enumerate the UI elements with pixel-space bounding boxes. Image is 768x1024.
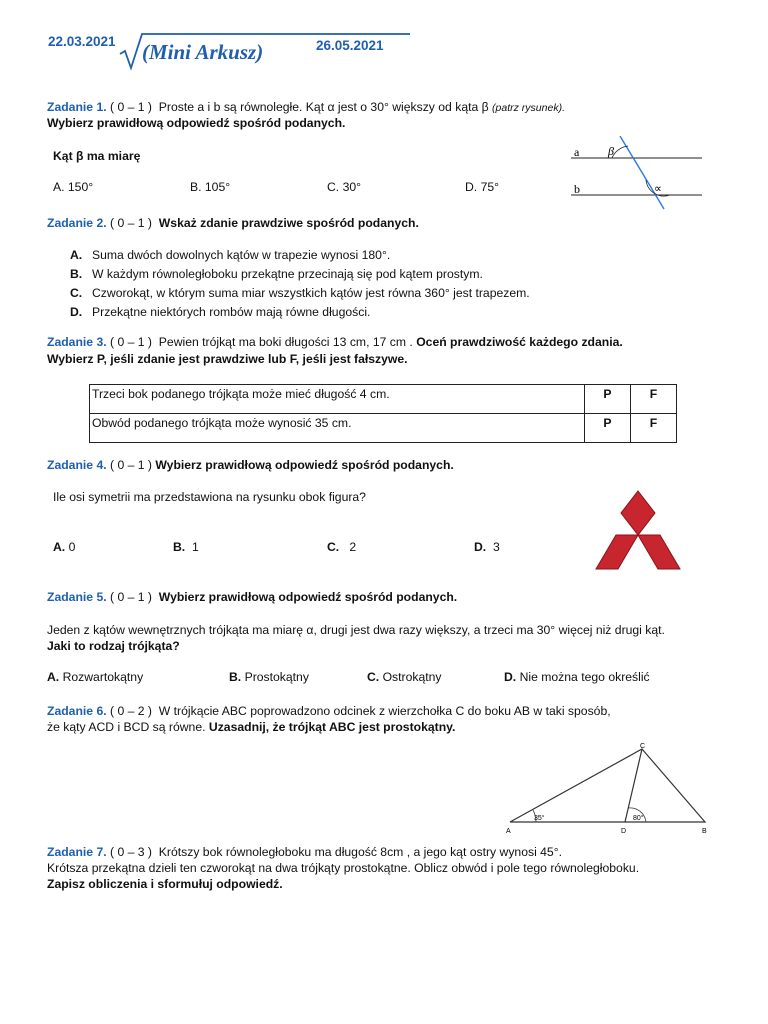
task5-points: ( 0 – 1 ) bbox=[110, 590, 152, 604]
task2-line bbox=[47, 216, 419, 230]
table-row bbox=[90, 414, 677, 443]
task5-line bbox=[47, 590, 457, 604]
task5-answer-a[interactable]: A. Rozwartokątny bbox=[47, 670, 144, 684]
task5-answer-c[interactable]: C. Ostrokątny bbox=[367, 670, 442, 684]
task5-label: Zadanie 5. bbox=[47, 590, 107, 604]
table-row bbox=[90, 385, 677, 414]
task1-label-beta: β bbox=[608, 144, 614, 158]
task1-points: ( 0 – 1 ) bbox=[110, 100, 152, 114]
task1-answer-c[interactable]: C. 30° bbox=[327, 180, 362, 194]
task6-vertex-c: C bbox=[640, 743, 646, 750]
task5-text: Jeden z kątów wewnętrznych trójkąta ma miarę α, drugi jest dwa razy większy, a trzeci ma 30° więcej niż drugi kąt. bbox=[47, 623, 665, 637]
task3-row1-p[interactable]: P bbox=[585, 385, 631, 414]
task6-text1: W trójkącie ABC poprowadzono odcinek z wierzchołka C do boku AB w taki sposób, bbox=[158, 704, 611, 718]
task3-points: ( 0 – 1 ) bbox=[110, 335, 152, 349]
task3-text: Pewien trójkąt ma boki długości 13 cm, 17 cm . bbox=[158, 335, 413, 349]
task3-true-false-table bbox=[89, 384, 677, 443]
header-date-right: 26.05.2021 bbox=[316, 38, 384, 53]
task1-instruction: Wybierz prawidłową odpowiedź spośród podanych. bbox=[47, 116, 346, 130]
task3-statement-1: Trzeci bok podanego trójkąta może mieć długość 4 cm. bbox=[90, 385, 585, 414]
task7-instruction: Zapisz obliczenia i sformułuj odpowiedź. bbox=[47, 877, 283, 891]
task3-instruction1: Oceń prawdziwość każdego zdania. bbox=[416, 335, 623, 349]
task4-points: ( 0 – 1 ) bbox=[110, 458, 152, 472]
task2-option-d[interactable]: D. Przekątne niektórych rombów mają równe długości. bbox=[70, 305, 371, 319]
task6-vertex-b: B bbox=[702, 828, 707, 835]
task3-row2-f[interactable]: F bbox=[631, 414, 677, 443]
task2-label: Zadanie 2. bbox=[47, 216, 107, 230]
task6-triangle-figure bbox=[500, 740, 715, 836]
task2-points: ( 0 – 1 ) bbox=[110, 216, 152, 230]
task3-instruction2: Wybierz P, jeśli zdanie jest prawdziwe lub F, jeśli jest fałszywe. bbox=[47, 352, 408, 366]
task1-label-alpha: ∝ bbox=[654, 183, 662, 195]
header-date-left: 22.03.2021 bbox=[48, 34, 116, 49]
task1-note: (patrz rysunek). bbox=[492, 102, 565, 114]
task4-line bbox=[47, 458, 454, 472]
task1-text: Proste a i b są równoległe. Kąt α jest o 30° większy od kąta β bbox=[158, 100, 489, 114]
task4-three-diamonds-figure bbox=[588, 487, 688, 577]
task7-line bbox=[47, 845, 562, 859]
task7-text1: Krótszy bok równoległoboku ma długość 8cm , a jego kąt ostry wynosi 45°. bbox=[158, 845, 562, 859]
task6-text2: że kąty ACD i BCD są równe. bbox=[47, 720, 206, 734]
task1-answer-d[interactable]: D. 75° bbox=[465, 180, 500, 194]
task1-question: Kąt β ma miarę bbox=[53, 149, 141, 163]
task1-answer-b[interactable]: B. 105° bbox=[190, 180, 231, 194]
task5-answer-d[interactable]: D. Nie można tego określić bbox=[504, 670, 650, 684]
task6-angle-a: 35° bbox=[534, 815, 545, 822]
task5-answer-b[interactable]: B. Prostokątny bbox=[229, 670, 309, 684]
diamond-top bbox=[621, 491, 655, 535]
task2-option-b[interactable]: B. W każdym równoległoboku przekątne przecinają się pod kątem prostym. bbox=[70, 267, 483, 281]
task6-vertex-d: D bbox=[621, 828, 627, 835]
task1-label-b: b bbox=[574, 182, 580, 196]
task4-question: Ile osi symetrii ma przedstawiona na rysunku obok figura? bbox=[53, 490, 366, 504]
task1-label: Zadanie 1. bbox=[47, 100, 107, 114]
task3-row1-f[interactable]: F bbox=[631, 385, 677, 414]
task7-points: ( 0 – 3 ) bbox=[110, 845, 152, 859]
task1-figure-parallel-lines bbox=[568, 136, 708, 212]
task3-label: Zadanie 3. bbox=[47, 335, 107, 349]
task2-option-c[interactable]: C. Czworokąt, w którym suma miar wszystkich kątów jest równa 360° jest trapezem. bbox=[70, 286, 530, 300]
task4-answer-a[interactable]: A. 0 bbox=[53, 540, 76, 554]
task4-answer-b[interactable]: B. 1 bbox=[173, 540, 199, 554]
task6-vertex-a: A bbox=[506, 828, 511, 835]
task7-text2: Krótsza przekątna dzieli ten czworokąt na dwa trójkąty prostokątne. Oblicz obwód i pole tego równoległoboku. bbox=[47, 861, 640, 875]
task6-line2 bbox=[47, 720, 455, 734]
header-title: (Mini Arkusz) bbox=[142, 40, 264, 64]
task3-row2-p[interactable]: P bbox=[585, 414, 631, 443]
task5-instruction: Wybierz prawidłową odpowiedź spośród podanych. bbox=[158, 590, 458, 604]
task4-label: Zadanie 4. bbox=[47, 458, 107, 472]
task2-option-a[interactable]: A. Suma dwóch dowolnych kątów w trapezie wynosi 180°. bbox=[70, 248, 391, 262]
task2-instruction: Wskaż zdanie prawdziwe spośród podanych. bbox=[158, 216, 419, 230]
task3-line bbox=[47, 335, 623, 349]
task6-instruction: Uzasadnij, że trójkąt ABC jest prostokątny. bbox=[208, 720, 456, 734]
task3-statement-2: Obwód podanego trójkąta może wynosić 35 cm. bbox=[90, 414, 585, 443]
diamond-right bbox=[638, 535, 680, 569]
task5-question: Jaki to rodzaj trójkąta? bbox=[47, 639, 180, 653]
task6-label: Zadanie 6. bbox=[47, 704, 107, 718]
task6-angle-d: 80° bbox=[633, 815, 644, 822]
task4-instruction: Wybierz prawidłową odpowiedź spośród podanych. bbox=[155, 458, 454, 472]
task1-label-a: a bbox=[574, 145, 580, 159]
task7-label: Zadanie 7. bbox=[47, 845, 107, 859]
task6-points: ( 0 – 2 ) bbox=[110, 704, 152, 718]
diamond-left bbox=[596, 535, 638, 569]
task6-line bbox=[47, 704, 611, 718]
task4-answer-d[interactable]: D. 3 bbox=[474, 540, 500, 554]
task1-answer-a[interactable]: A. 150° bbox=[53, 180, 94, 194]
task1-line bbox=[47, 100, 565, 114]
task4-answer-c[interactable]: C. 2 bbox=[327, 540, 357, 554]
